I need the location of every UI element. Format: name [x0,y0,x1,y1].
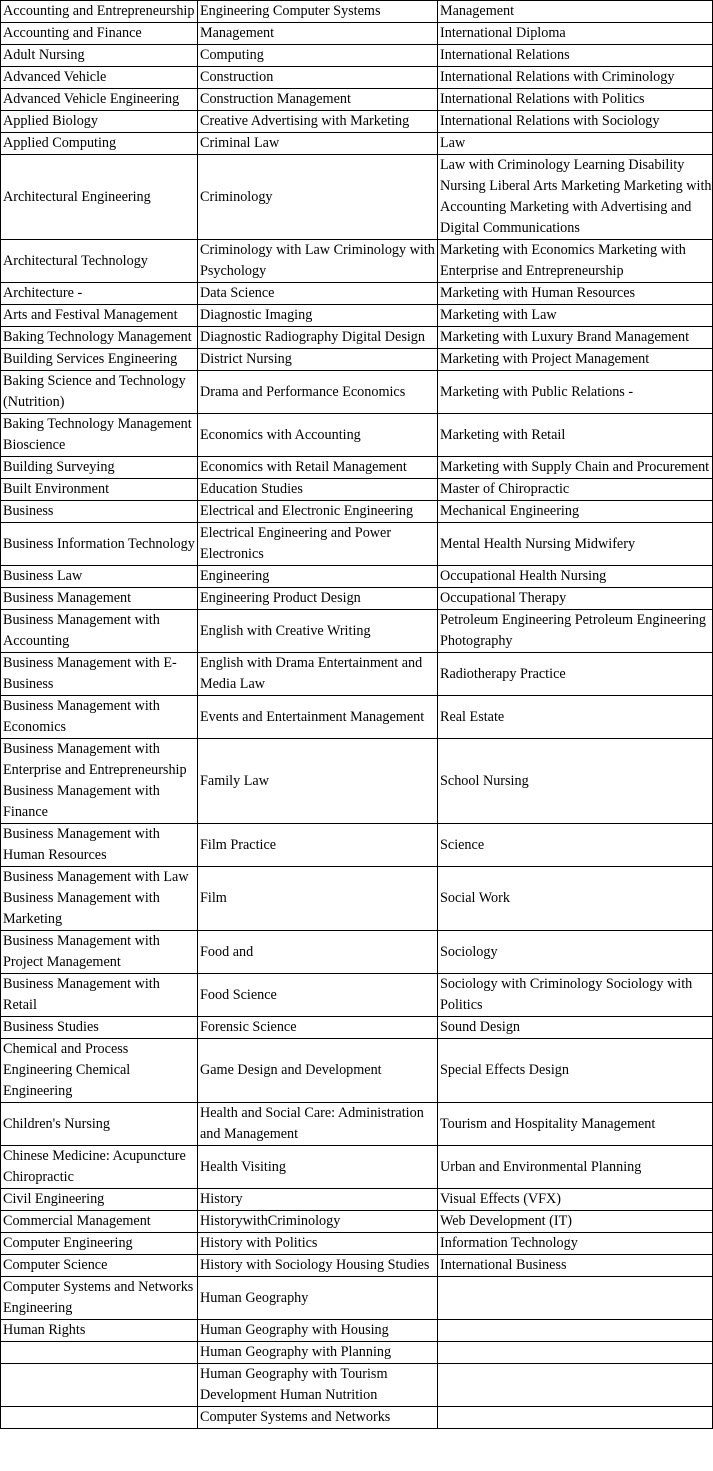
table-row [1,155,713,240]
table-cell: Marketing with Public Relations - [438,371,713,414]
table-row [1,45,713,67]
table-row [1,1277,713,1320]
table-cell: Building Surveying [1,457,198,479]
table-cell: Marketing with Project Management [438,349,713,371]
table-cell: Civil Engineering [1,1189,198,1211]
table-cell: English with Creative Writing [198,610,438,653]
table-cell: Architectural Technology [1,240,198,283]
table-cell: Applied Computing [1,133,198,155]
table-cell: Urban and Environmental Planning [438,1146,713,1189]
table-cell: Education Studies [198,479,438,501]
table-cell: Drama and Performance Economics [198,371,438,414]
table-row [1,1364,713,1407]
table-row [1,1342,713,1364]
table-cell: Mechanical Engineering [438,501,713,523]
table-cell: Architecture - [1,283,198,305]
table-cell: Electrical Engineering and Power Electronics [198,523,438,566]
table-cell: International Diploma [438,23,713,45]
table-cell [1,1342,198,1364]
table-cell: Commercial Management [1,1211,198,1233]
table-row [1,1255,713,1277]
table-cell: Events and Entertainment Management [198,696,438,739]
table-row [1,133,713,155]
table-cell: Arts and Festival Management [1,305,198,327]
table-cell [438,1364,713,1407]
table-cell: Data Science [198,283,438,305]
table-row [1,1320,713,1342]
table-cell: Film Practice [198,824,438,867]
table-cell: Business Information Technology [1,523,198,566]
table-row [1,327,713,349]
table-cell: Electrical and Electronic Engineering [198,501,438,523]
table-row [1,1039,713,1103]
table-cell [438,1407,713,1429]
table-cell: International Relations with Sociology [438,111,713,133]
table-cell: Built Environment [1,479,198,501]
table-cell: International Relations [438,45,713,67]
table-cell: Management [198,23,438,45]
table-cell: International Relations with Politics [438,89,713,111]
table-cell: Business [1,501,198,523]
table-cell: Chinese Medicine: Acupuncture Chiropractic [1,1146,198,1189]
table-cell: HistorywithCriminology [198,1211,438,1233]
table-cell: Building Services Engineering [1,349,198,371]
table-cell: English with Drama Entertainment and Media Law [198,653,438,696]
table-cell: Health Visiting [198,1146,438,1189]
table-cell: Baking Technology Management Bioscience [1,414,198,457]
table-row [1,1189,713,1211]
table-cell: Law with Criminology Learning Disability Nursing Liberal Arts Marketing Marketing with Accounting Marketing with Advertising and Digital Communications [438,155,713,240]
table-cell: Mental Health Nursing Midwifery [438,523,713,566]
table-cell [1,1407,198,1429]
table-cell [438,1342,713,1364]
table-cell: Computing [198,45,438,67]
table-cell: Marketing with Retail [438,414,713,457]
table-cell: Real Estate [438,696,713,739]
table-cell [438,1277,713,1320]
table-cell: Chemical and Process Engineering Chemical Engineering [1,1039,198,1103]
table-cell: History with Sociology Housing Studies [198,1255,438,1277]
table-cell: Human Geography [198,1277,438,1320]
table-cell: Computer Systems and Networks Engineering [1,1277,198,1320]
table-cell: Diagnostic Imaging [198,305,438,327]
table-cell: Film [198,867,438,931]
table-row [1,824,713,867]
table-cell: Health and Social Care: Administration and Management [198,1103,438,1146]
table-cell: Marketing with Luxury Brand Management [438,327,713,349]
table-row [1,479,713,501]
table-cell: Radiotherapy Practice [438,653,713,696]
table-row [1,457,713,479]
table-row [1,523,713,566]
table-cell: Children's Nursing [1,1103,198,1146]
table-row [1,89,713,111]
table-cell: Visual Effects (VFX) [438,1189,713,1211]
table-cell: Web Development (IT) [438,1211,713,1233]
table-cell: Architectural Engineering [1,155,198,240]
table-cell: International Business [438,1255,713,1277]
table-cell: Forensic Science [198,1017,438,1039]
table-cell: Economics with Retail Management [198,457,438,479]
table-cell: Economics with Accounting [198,414,438,457]
table-cell: Construction [198,67,438,89]
table-row [1,371,713,414]
table-cell: Computer Engineering [1,1233,198,1255]
table-cell: Applied Biology [1,111,198,133]
table-cell: Human Geography with Housing [198,1320,438,1342]
table-cell: Marketing with Economics Marketing with Enterprise and Entrepreneurship [438,240,713,283]
table-cell: Adult Nursing [1,45,198,67]
table-row [1,610,713,653]
table-cell: Food and [198,931,438,974]
table-cell: Criminology [198,155,438,240]
table-cell: Advanced Vehicle Engineering [1,89,198,111]
table-row [1,23,713,45]
table-row [1,1407,713,1429]
table-cell: Food Science [198,974,438,1017]
table-cell: Sociology [438,931,713,974]
table-cell: Business Management with Project Management [1,931,198,974]
table-cell: Business Management [1,588,198,610]
table-cell: Human Rights [1,1320,198,1342]
table-cell: History [198,1189,438,1211]
table-row [1,283,713,305]
course-table-body [1,1,713,1429]
table-row [1,867,713,931]
table-row [1,67,713,89]
table-cell: Business Management with Accounting [1,610,198,653]
table-cell: Social Work [438,867,713,931]
table-cell: Construction Management [198,89,438,111]
table-cell: Marketing with Supply Chain and Procurement [438,457,713,479]
table-row [1,739,713,824]
table-cell: Business Law [1,566,198,588]
table-cell: Petroleum Engineering Petroleum Engineering Photography [438,610,713,653]
table-row [1,588,713,610]
table-cell: Human Geography with Tourism Development Human Nutrition [198,1364,438,1407]
table-row [1,974,713,1017]
table-cell: Criminology with Law Criminology with Psychology [198,240,438,283]
table-cell: Diagnostic Radiography Digital Design [198,327,438,349]
table-cell: Occupational Health Nursing [438,566,713,588]
table-cell: Human Geography with Planning [198,1342,438,1364]
table-row [1,1233,713,1255]
table-cell [1,1364,198,1407]
table-cell: Engineering [198,566,438,588]
table-row [1,305,713,327]
table-cell: Occupational Therapy [438,588,713,610]
table-row [1,1146,713,1189]
table-row [1,501,713,523]
table-row [1,1017,713,1039]
table-row [1,931,713,974]
table-cell: Sound Design [438,1017,713,1039]
table-cell: Information Technology [438,1233,713,1255]
table-cell: International Relations with Criminology [438,67,713,89]
table-cell: Engineering Computer Systems [198,1,438,23]
table-row [1,566,713,588]
table-cell: Business Management with Human Resources [1,824,198,867]
table-cell: Business Management with Law Business Management with Marketing [1,867,198,931]
table-cell: Science [438,824,713,867]
table-cell: Marketing with Human Resources [438,283,713,305]
table-row [1,1,713,23]
table-cell: Business Management with Economics [1,696,198,739]
table-cell: Tourism and Hospitality Management [438,1103,713,1146]
table-cell: Advanced Vehicle [1,67,198,89]
table-row [1,696,713,739]
table-cell: Engineering Product Design [198,588,438,610]
table-cell: Master of Chiropractic [438,479,713,501]
table-cell: School Nursing [438,739,713,824]
table-cell: History with Politics [198,1233,438,1255]
table-cell: Family Law [198,739,438,824]
table-cell: Sociology with Criminology Sociology with Politics [438,974,713,1017]
table-row [1,653,713,696]
table-cell: Computer Systems and Networks [198,1407,438,1429]
table-cell: Special Effects Design [438,1039,713,1103]
table-cell: District Nursing [198,349,438,371]
table-cell: Management [438,1,713,23]
table-cell: Business Management with Enterprise and Entrepreneurship Business Management with Finance [1,739,198,824]
table-row [1,111,713,133]
table-cell: Law [438,133,713,155]
table-cell: Baking Technology Management [1,327,198,349]
table-row [1,240,713,283]
table-cell: Marketing with Law [438,305,713,327]
table-cell: Computer Science [1,1255,198,1277]
table-cell: Accounting and Entrepreneurship [1,1,198,23]
table-cell: Creative Advertising with Marketing [198,111,438,133]
table-row [1,1103,713,1146]
table-cell: Baking Science and Technology (Nutrition) [1,371,198,414]
table-cell: Game Design and Development [198,1039,438,1103]
table-cell [438,1320,713,1342]
table-cell: Business Management with Retail [1,974,198,1017]
table-row [1,349,713,371]
table-row [1,414,713,457]
table-cell: Criminal Law [198,133,438,155]
table-cell: Accounting and Finance [1,23,198,45]
table-cell: Business Studies [1,1017,198,1039]
table-row [1,1211,713,1233]
table-cell: Business Management with E-Business [1,653,198,696]
